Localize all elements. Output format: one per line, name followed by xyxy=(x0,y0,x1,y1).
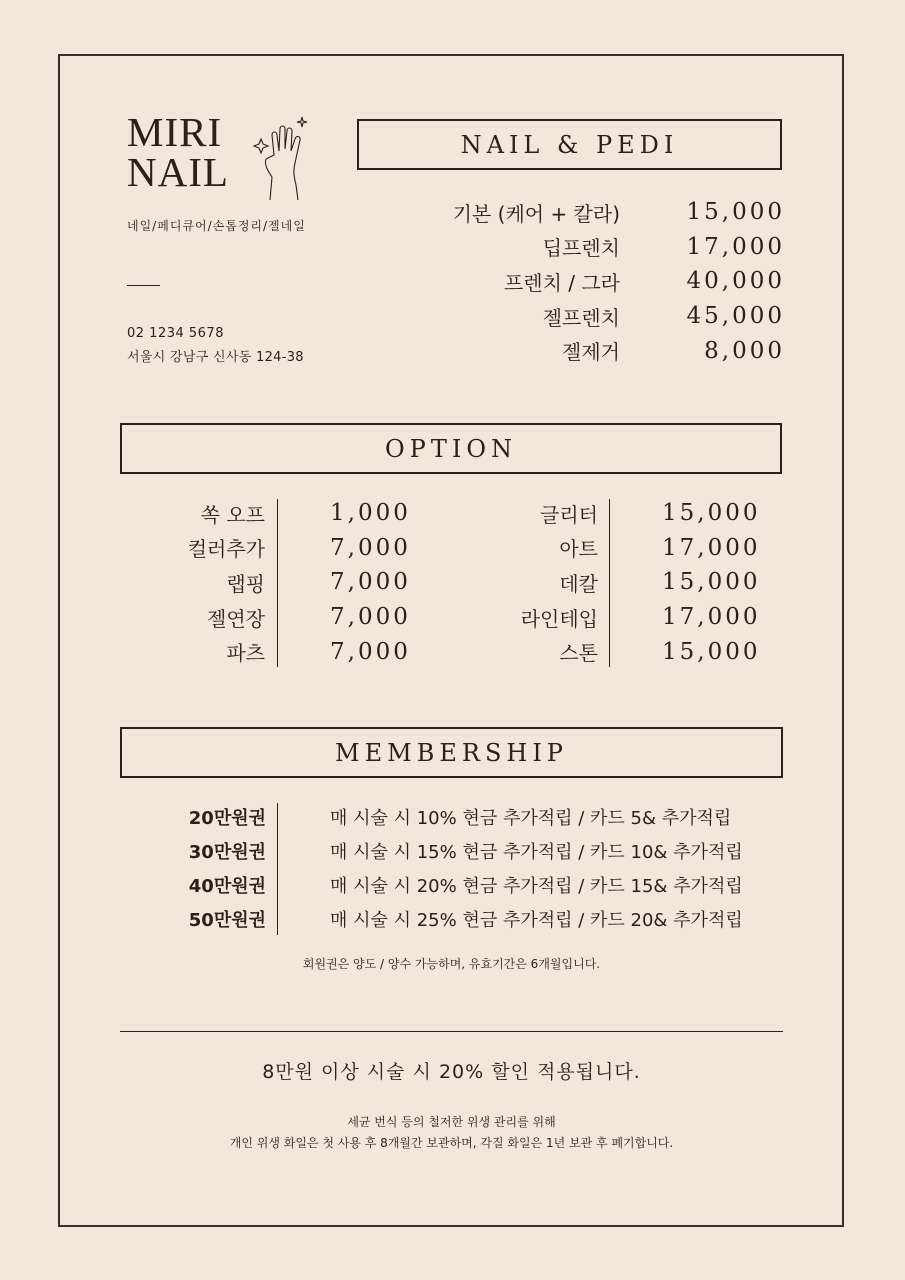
discount-notice: 8만원 이상 시술 시 20% 할인 적용됩니다. xyxy=(262,1061,641,1083)
option-name: 젤연장 xyxy=(207,606,265,631)
option-right-separator xyxy=(609,499,610,667)
membership-desc: 매 시술 시 10% 현금 추가적립 / 카드 5& 추가적립 xyxy=(330,808,732,829)
option-name: 아트 xyxy=(559,537,598,562)
list-item xyxy=(400,230,785,265)
membership-descriptions xyxy=(330,800,780,936)
option-price: 15,000 xyxy=(662,500,761,527)
item-name: 기본 (케어 + 칼라) xyxy=(452,201,620,226)
nail-pedi-heading: NAIL & PEDI xyxy=(357,119,782,170)
divider-dash xyxy=(127,285,160,286)
option-name: 데칼 xyxy=(559,571,598,596)
footer-line-2: 개인 위생 화일은 첫 사용 후 8개월간 보관하며, 각질 화일은 1년 보관 후 폐기합니다. xyxy=(229,1136,674,1150)
item-price: 15,000 xyxy=(686,199,785,226)
option-left-names xyxy=(150,496,265,669)
list-item xyxy=(400,195,785,230)
option-name: 글리터 xyxy=(540,502,598,527)
membership-note: 회원권은 양도 / 양수 가능하며, 유효기간은 6개월입니다. xyxy=(302,957,601,971)
option-name: 쏙 오프 xyxy=(200,502,265,527)
item-name: 딥프렌치 xyxy=(542,236,620,261)
item-price: 17,000 xyxy=(686,233,785,260)
option-price: 15,000 xyxy=(662,569,761,596)
option-price: 15,000 xyxy=(662,638,761,665)
option-name: 파츠 xyxy=(226,641,265,666)
option-price: 7,000 xyxy=(330,638,411,665)
list-item xyxy=(400,333,785,368)
option-name: 라인테입 xyxy=(520,606,598,631)
option-price: 17,000 xyxy=(662,534,761,561)
list-item xyxy=(400,264,785,299)
option-heading: OPTION xyxy=(120,423,782,474)
option-price: 17,000 xyxy=(662,604,761,631)
membership-heading: MEMBERSHIP xyxy=(120,727,783,778)
brand-line1: MIRI xyxy=(127,109,223,155)
membership-name: 50만원권 xyxy=(188,910,266,931)
brand-logo xyxy=(127,109,229,195)
membership-name: 30만원권 xyxy=(188,842,266,863)
footer-line-1: 세균 번식 등의 철저한 위생 관리를 위해 xyxy=(347,1115,556,1129)
membership-separator xyxy=(277,803,278,935)
option-price: 7,000 xyxy=(330,534,411,561)
services-list: 네일/페디큐어/손톱정리/젤네일 xyxy=(127,219,306,233)
option-price: 1,000 xyxy=(330,500,411,527)
brand-line2: NAIL xyxy=(127,149,229,195)
option-right-prices xyxy=(662,496,772,669)
membership-desc: 매 시술 시 25% 현금 추가적립 / 카드 20& 추가적립 xyxy=(330,910,743,931)
option-name: 스톤 xyxy=(559,641,598,666)
option-right-names xyxy=(480,496,598,669)
list-item xyxy=(400,299,785,334)
item-name: 프렌치 / 그라 xyxy=(503,270,620,295)
option-price: 7,000 xyxy=(330,604,411,631)
membership-name: 20만원권 xyxy=(188,808,266,829)
option-price: 7,000 xyxy=(330,569,411,596)
option-name: 랩핑 xyxy=(226,571,265,596)
membership-name: 40만원권 xyxy=(188,876,266,897)
membership-desc: 매 시술 시 20% 현금 추가적립 / 카드 15& 추가적립 xyxy=(330,876,743,897)
address: 서울시 강남구 신사동 124-38 xyxy=(127,350,304,365)
option-left-prices xyxy=(330,496,440,669)
option-name: 컬러추가 xyxy=(187,537,265,562)
item-name: 젤프렌치 xyxy=(542,305,620,330)
nail-pedi-list xyxy=(400,195,785,368)
phone-number: 02 1234 5678 xyxy=(127,326,224,341)
membership-desc: 매 시술 시 15% 현금 추가적립 / 카드 10& 추가적립 xyxy=(330,842,743,863)
membership-names xyxy=(150,800,266,936)
item-price: 40,000 xyxy=(686,268,785,295)
item-price: 45,000 xyxy=(686,303,785,330)
item-name: 젤제거 xyxy=(562,340,620,365)
item-price: 8,000 xyxy=(704,337,785,364)
divider-line xyxy=(120,1031,783,1032)
option-left-separator xyxy=(277,499,278,667)
hand-icon xyxy=(252,115,312,205)
